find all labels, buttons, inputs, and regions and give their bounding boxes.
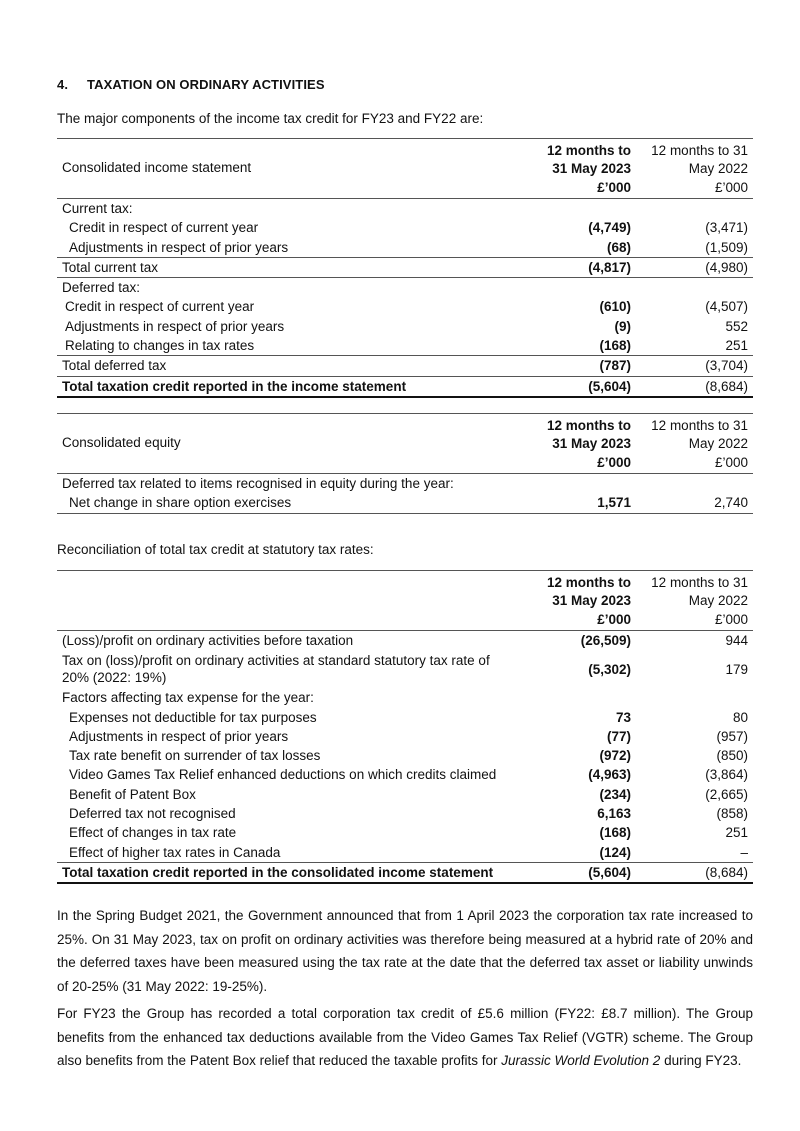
paragraph-tax-credit: For FY23 the Group has recorded a total corporation tax credit of £5.6 million (FY22: £8.7 million). The Group benefits from the enhanced tax deductions available from the Video Games Tax Relief (VGTR) scheme. The Group also benefits from the Patent Box relief that reduced the taxable profits for Jurassic World Evolution 2 during FY23.	[57, 1006, 753, 1068]
table-row: Expenses not deductible for tax purposes 73 80	[69, 709, 748, 725]
fy23-header: 12 months to 31 May 2023 £’000	[513, 139, 636, 199]
income-statement-table	[57, 138, 753, 398]
fy22-header: 12 months to 31 May 2022 £’000	[636, 414, 753, 474]
table-row: Effect of changes in tax rate (168) 251	[69, 825, 748, 841]
table-row: Deferred tax related to items recognised in equity during the year:	[62, 476, 454, 491]
table-title: Consolidated equity	[57, 414, 513, 474]
table-row: Credit in respect of current year (4,749) (3,471)	[69, 220, 748, 236]
game-title: Jurassic World Evolution 2	[501, 1053, 661, 1068]
table-header-row	[57, 139, 753, 199]
fy23-header: 12 months to 31 May 2023 £’000	[513, 414, 636, 474]
table-row: Net change in share option exercises 1,571 2,740	[57, 493, 753, 513]
subtotal-row: Total current tax (4,817) (4,980)	[57, 257, 753, 277]
table-row: Adjustments in respect of prior years (77) (957)	[69, 728, 748, 744]
subtotal-row: Total deferred tax (787) (3,704)	[62, 358, 748, 374]
table-row: Adjustments in respect of prior years (9) 552	[65, 318, 748, 334]
table-row: Current tax:	[62, 201, 133, 216]
table-row: (Loss)/profit on ordinary activities before taxation (26,509) 944	[62, 633, 748, 648]
table-title: Consolidated income statement	[57, 139, 513, 199]
table-row: Deferred tax not recognised 6,163 (858)	[69, 806, 748, 822]
table-row: Effect of higher tax rates in Canada (124) –	[69, 844, 748, 860]
table-header-row	[57, 571, 753, 631]
table-row: Tax rate benefit on surrender of tax losses (972) (850)	[69, 748, 748, 764]
section-title: TAXATION ON ORDINARY ACTIVITIES	[87, 77, 325, 92]
table-row: Deferred tax:	[62, 280, 141, 296]
table-row: Benefit of Patent Box (234) (2,665)	[69, 786, 748, 802]
table-row: Tax on (loss)/profit on ordinary activities at standard statutory tax rate of 20% (2022: 19%) (5,302) 179	[62, 653, 748, 686]
section-number: 4.	[57, 77, 69, 92]
table-row: Credit in respect of current year (610) (4,507)	[65, 299, 748, 315]
table-header-row	[57, 414, 753, 474]
table-row: Adjustments in respect of prior years (68) (1,509)	[57, 238, 753, 258]
table-row: Video Games Tax Relief enhanced deductions on which credits claimed (4,963) (3,864)	[69, 767, 748, 783]
table-row: Relating to changes in tax rates (168) 251	[57, 336, 753, 356]
reconciliation-intro: Reconciliation of total tax credit at statutory tax rates:	[57, 542, 374, 557]
reconciliation-table	[57, 570, 753, 884]
total-row: Total taxation credit reported in the consolidated income statement (5,604) (8,684)	[57, 862, 753, 883]
fy22-header: 12 months to 31 May 2022 £’000	[636, 571, 753, 631]
table-row: Factors affecting tax expense for the year:	[62, 690, 314, 706]
table-title	[57, 571, 513, 631]
paragraph-tax-rate: In the Spring Budget 2021, the Government announced that from 1 April 2023 the corporation tax rate increased to 25%. On 31 May 2023, tax on profit on ordinary activities was therefore being measured at a hybrid rate of 20% and the deferred taxes have been measured using the tax rate at the date that the deferred tax asset or liability unwinds of 20-25% (31 May 2022: 19-25%).	[57, 908, 753, 994]
equity-table	[57, 413, 753, 514]
section-heading	[57, 77, 325, 92]
intro-text: The major components of the income tax credit for FY23 and FY22 are:	[57, 111, 484, 126]
fy22-header: 12 months to 31 May 2022 £’000	[636, 139, 753, 199]
fy23-header: 12 months to 31 May 2023 £’000	[513, 571, 636, 631]
total-row: Total taxation credit reported in the income statement (5,604) (8,684)	[57, 376, 753, 397]
